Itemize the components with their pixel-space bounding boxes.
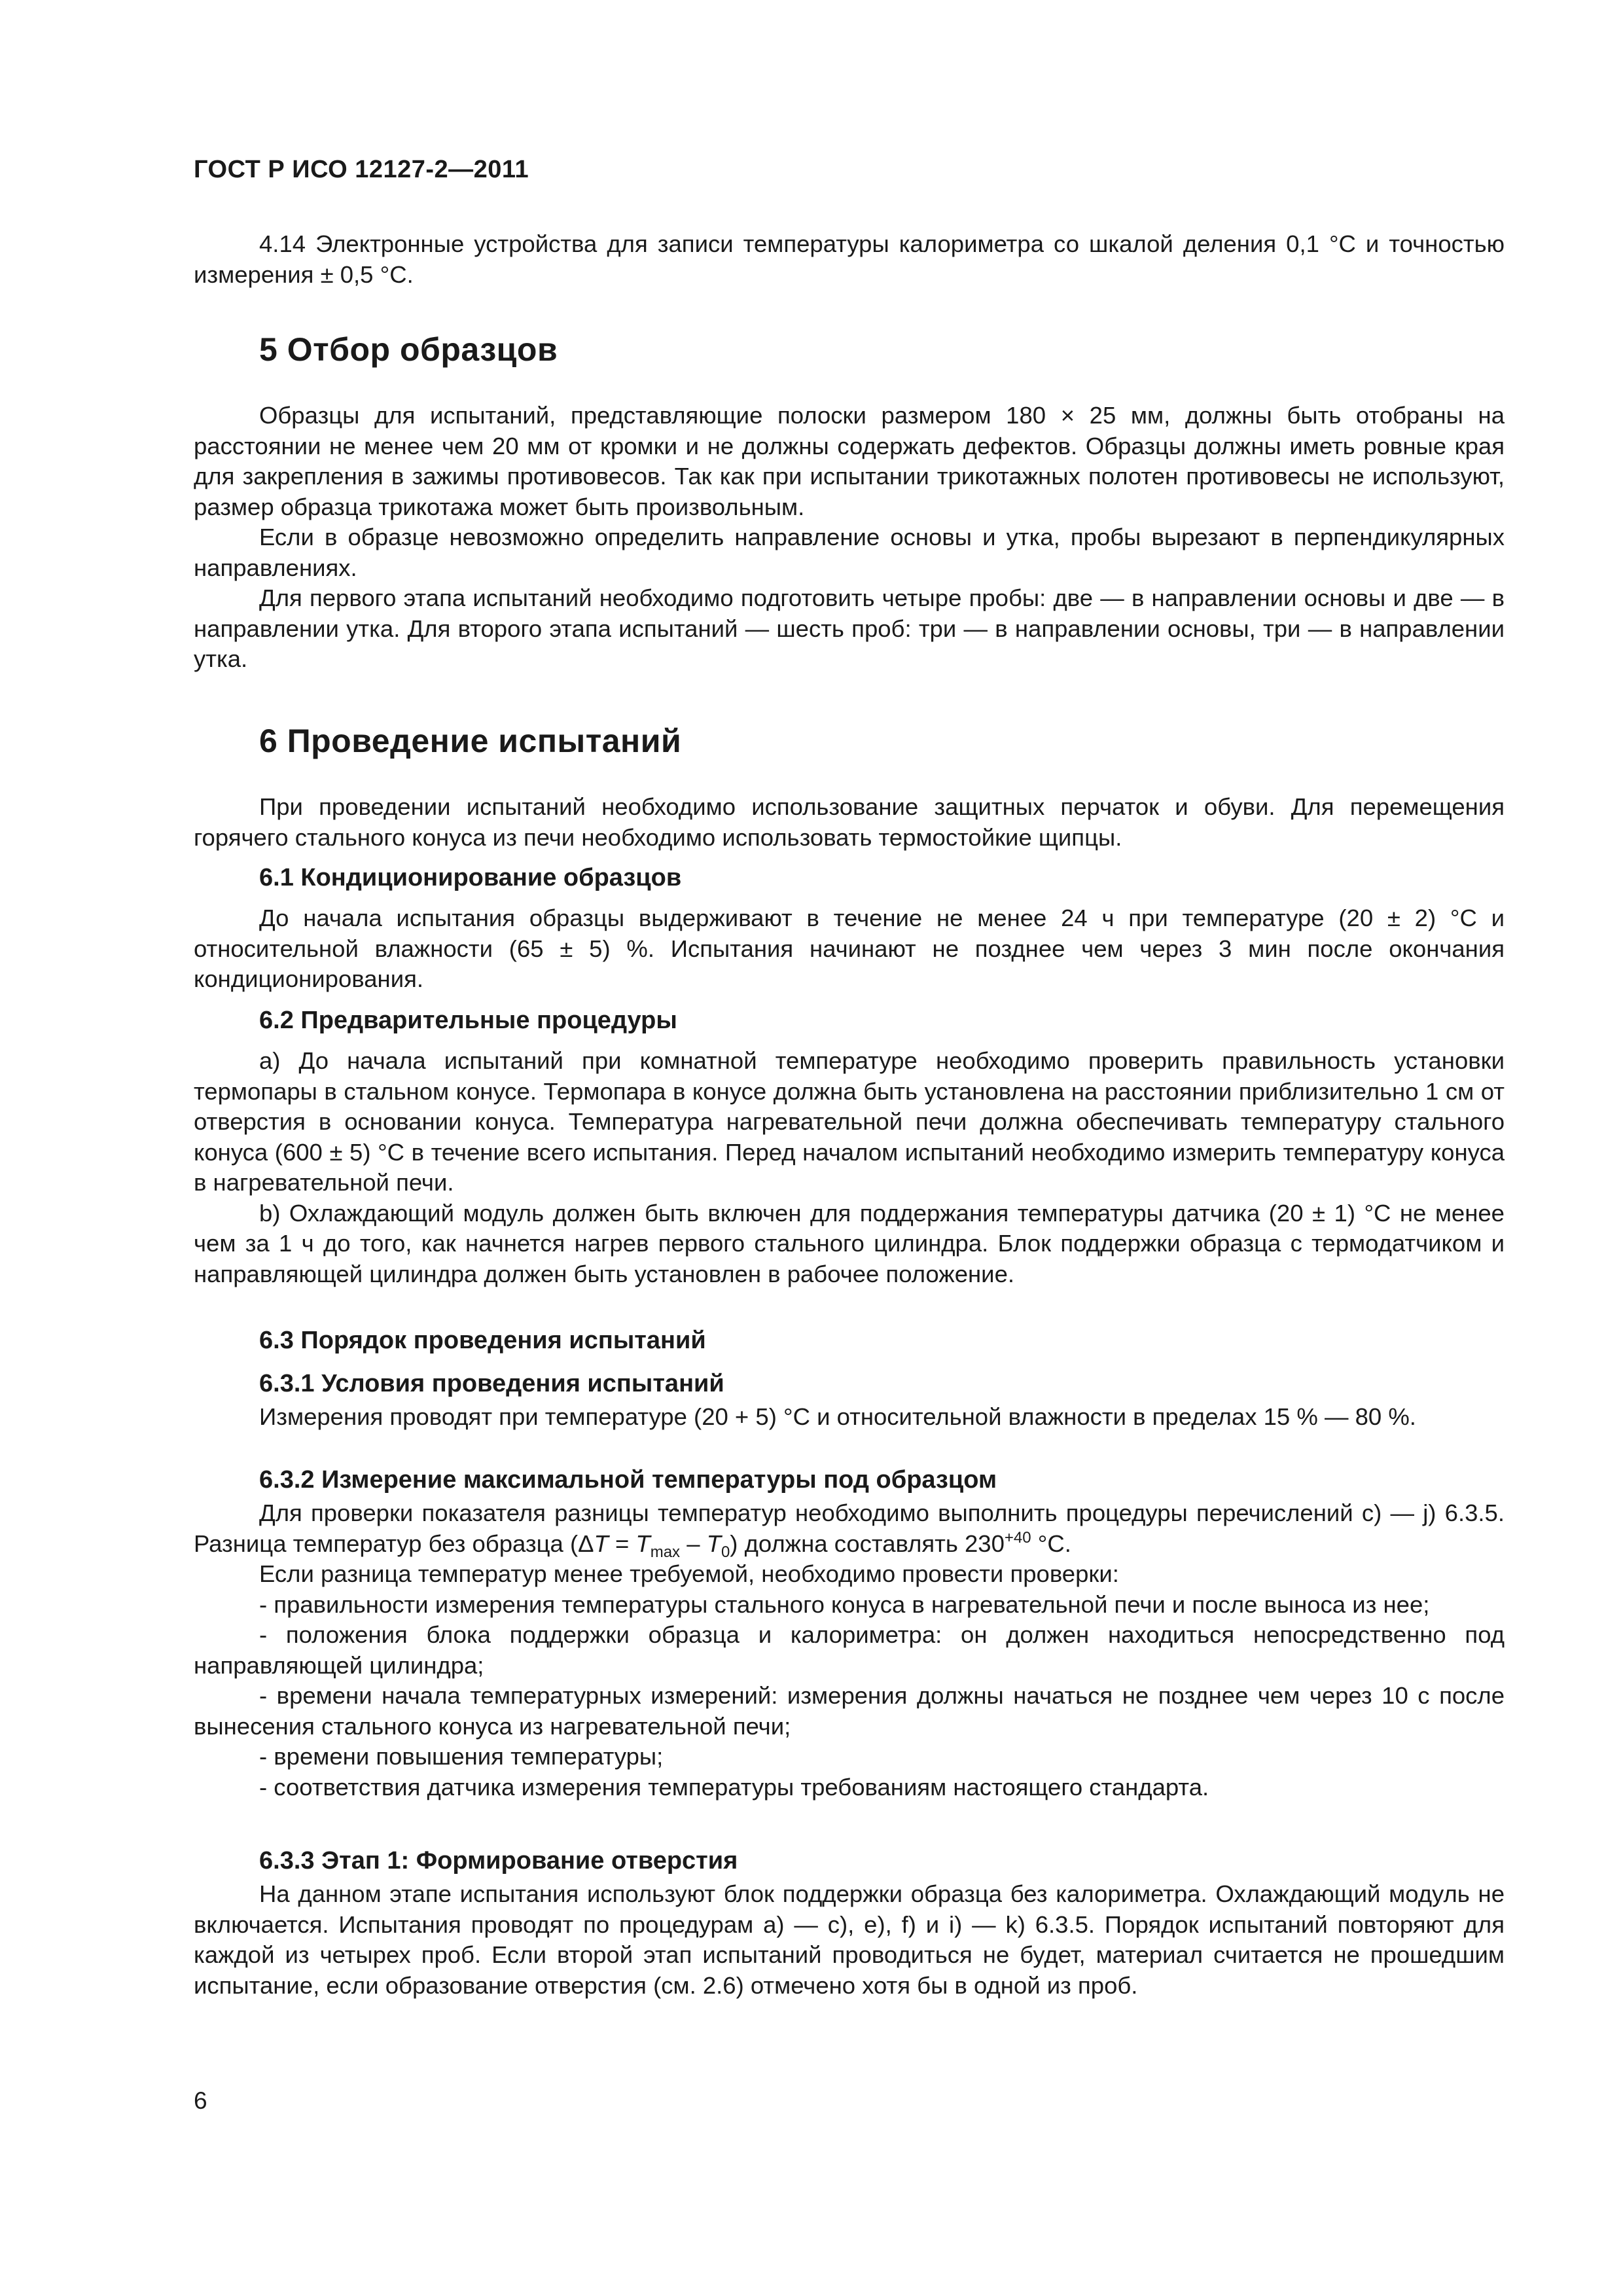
item-a: а) До начала испытаний при комнатной температуре необходимо проверить правильность установки термопары в стальном конусе. Термопара в конусе должна быть установлена на расстоянии приблизительно 1 см от отверстия в основании конуса. Температура нагревательной печи должна обеспечивать температуру стального конуса (600 ± 5) °С в течение всего испытания. Перед началом испытаний необходимо измерить температуру конуса в нагревательной печи. — [194, 1047, 1505, 1196]
section-6-heading: 6 Проведение испытаний — [259, 723, 682, 759]
subsection-6-3-3-heading: 6.3.3 Этап 1: Формирование отверстия — [259, 1847, 738, 1874]
subsection-6-3-1-heading: 6.3.1 Условия проведения испытаний — [259, 1370, 724, 1397]
subsection-6-2-body — [194, 1046, 1505, 1289]
check-list-item-1: - правильности измерения температуры стального конуса в нагревательной печи и после выноса из нее; — [259, 1590, 1430, 1618]
section-5-heading: 5 Отбор образцов — [259, 331, 558, 368]
item-b: b) Охлаждающий модуль должен быть включен для поддержания температуры датчика (20 ± 1) °С не менее чем за 1 ч до того, как начнется нагрев первого стального цилиндра. Блок поддержки образца с термодатчиком и направляющей цилиндра должен быть установлен в рабочее положение. — [194, 1199, 1505, 1287]
check-list-item-4: - времени повышения температуры; — [259, 1743, 664, 1770]
temperature-difference-paragraph: Для проверки показателя разницы температур необходимо выполнить процедуры перечислений с) — j) 6.3.5. Разница температур без образца $(\Delta T = T_{max} - T_0)$ должна составлять $230^{+40}$ °С. — [194, 1499, 1505, 1561]
subsection-6-3-2-heading: 6.3.2 Измерение максимальной температуры под образцом — [259, 1466, 997, 1494]
check-list-item-5: - соответствия датчика измерения температуры требованиям настоящего стандарта. — [259, 1773, 1209, 1801]
document-header: ГОСТ Р ИСО 12127-2—2011 — [194, 156, 529, 183]
subsection-6-3-3-body — [194, 1879, 1505, 2001]
checks-intro: Если разница температур менее требуемой, необходимо провести проверки: — [259, 1560, 1119, 1587]
section-6-intro-paragraph: При проведении испытаний необходимо использование защитных перчаток и обуви. Для перемещения горячего стального конуса из печи необходимо использовать термостойкие щипцы. — [194, 793, 1505, 851]
clause-4-14 — [194, 229, 1505, 290]
subsection-6-3-1-body — [194, 1402, 1505, 1433]
subsection-6-3-3-paragraph: На данном этапе испытания используют блок поддержки образца без калориметра. Охлаждающий модуль не включается. Испытания проводят по процедурам а) — с), е), f) и i) — k) 6.3.5. Порядок испытаний повторяют для каждой из четырех проб. Если второй этап испытаний проводиться не будет, материал считается не прошедшим испытание, если образование отверстия (см. 2.6) отмечено хотя бы в одной из проб. — [194, 1880, 1505, 1999]
section-5-paragraph-3: Для первого этапа испытаний необходимо подготовить четыре пробы: две — в направлении основы и две — в направлении утка. Для второго этапа испытаний — шесть проб: три — в направлении основы, три — в направлении утка. — [194, 584, 1505, 672]
section-5-paragraph-2: Если в образце невозможно определить направление основы и утка, пробы вырезают в перпендикулярных направлениях. — [194, 524, 1505, 581]
subsection-6-2-heading: 6.2 Предварительные процедуры — [259, 1007, 677, 1034]
section-6-intro — [194, 792, 1505, 853]
section-5-paragraph-1: Образцы для испытаний, представляющие полоски размером 180 × 25 мм, должны быть отобраны на расстоянии не менее чем 20 мм от кромки и не должны содержать дефектов. Образцы должны иметь ровные края для закрепления в зажимы противовесов. Так как при испытании трикотажных полотен противовесы не используют, размер образца трикотажа может быть произвольным. — [194, 402, 1505, 520]
check-list-item-2: - положения блока поддержки образца и калориметра: он должен находиться непосредственно под направляющей цилиндра; — [194, 1621, 1505, 1679]
subsection-6-3-heading: 6.3 Порядок проведения испытаний — [259, 1327, 706, 1354]
subsection-6-3-1-paragraph: Измерения проводят при температуре (20 + 5) °С и относительной влажности в пределах 15 % — 80 %. — [259, 1403, 1416, 1430]
section-5-body — [194, 401, 1505, 675]
subsection-6-1-heading: 6.1 Кондиционирование образцов — [259, 864, 682, 891]
paragraph-4-14: 4.14 Электронные устройства для записи температуры калориметра со шкалой деления 0,1 °С и точностью измерения ± 0,5 °С. — [194, 230, 1505, 288]
page-number: 6 — [194, 2087, 207, 2114]
subsection-6-1-body — [194, 903, 1505, 995]
subsection-6-1-paragraph: До начала испытания образцы выдерживают в течение не менее 24 ч при температуре (20 ± 2) °С и относительной влажности (65 ± 5) %. Испытания начинают не позднее чем через 3 мин после окончания кондиционирования. — [194, 905, 1505, 992]
subsection-6-3-2-body — [194, 1498, 1505, 1803]
check-list-item-3: - времени начала температурных измерений: измерения должны начаться не позднее чем через 10 с после вынесения стального конуса из нагревательной печи; — [194, 1682, 1505, 1740]
